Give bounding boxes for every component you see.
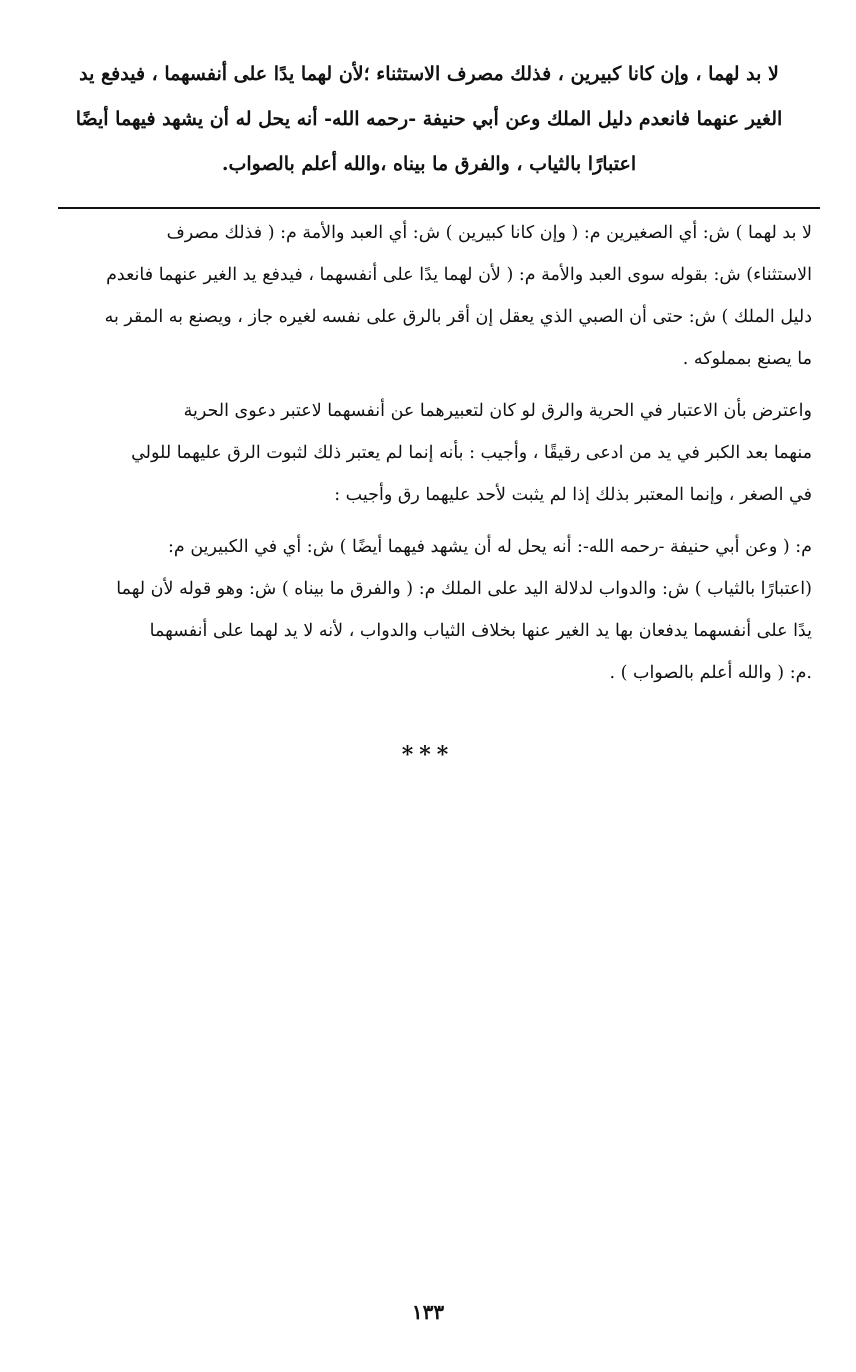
main-text-line: لا بد لهما ، وإن كانا كبيرين ، فذلك مصرف الاستثناء ؛لأن لهما يدًا على أنفسهما ، فيدفع يد [79,63,779,85]
main-text-line: اعتبارًا بالثياب ، والفرق ما بيناه ،والله أعلم بالصواب. [221,153,637,175]
commentary-line: دليل الملك ) ش: حتى أن الصبي الذي يعقل إن أقر بالرق على نفسه لغيره جاز ، ويصنع به المقر به [104,307,812,327]
commentary [52,212,812,704]
commentary-paragraph [52,390,812,516]
commentary-line: (اعتبارًا بالثياب ) ش: والدواب لدلالة اليد على الملك م: ( والفرق ما بيناه ) ش: وهو قوله لأن لهما [116,579,812,599]
commentary-line: يدًا على أنفسهما يدفعان بها يد الغير عنها بخلاف الثياب والدواب ، لأنه لا يد لهما على أنفسهما [149,621,812,641]
commentary-line: في الصغر ، وإنما المعتبر بذلك إذا لم يثبت لأحد عليهما رق وأجيب : [334,485,812,505]
commentary-line: منهما بعد الكبر في يد من ادعى رقيقًا ، وأجيب : بأنه إنما لم يعتبر ذلك لثبوت الرق عليهما للولي [131,443,812,463]
commentary-paragraph [52,212,812,380]
page-number: ١٣٣ [411,1300,445,1324]
commentary-line: الاستثناء) ش: بقوله سوى العبد والأمة م: ( لأن لهما يدًا على أنفسهما ، فيدفع يد الغير عنهما فانعدم [106,265,812,285]
commentary-line: ما يصنع بمملوكه . [682,349,812,369]
main-text-line: الغير عنهما فانعدم دليل الملك وعن أبي حنيفة -رحمه الله- أنه يحل له أن يشهد فيهما أيضًا [75,108,783,130]
section-divider [58,207,820,209]
section-separator-stars: *** [401,742,455,768]
main-text [58,52,800,187]
commentary-paragraph [52,526,812,694]
commentary-line: م: ( وعن أبي حنيفة -رحمه الله-: أنه يحل له أن يشهد فيهما أيضًا ) ش: أي في الكبيرين م: [168,537,812,557]
commentary-line: .م: ( والله أعلم بالصواب ) . [609,663,812,683]
commentary-line: لا بد لهما ) ش: أي الصغيرين م: ( وإن كانا كبيرين ) ش: أي العبد والأمة م: ( فذلك مصرف [166,223,812,243]
commentary-line: واعترض بأن الاعتبار في الحرية والرق لو كان لتعبيرهما عن أنفسهما لاعتبر دعوى الحرية [183,401,812,421]
